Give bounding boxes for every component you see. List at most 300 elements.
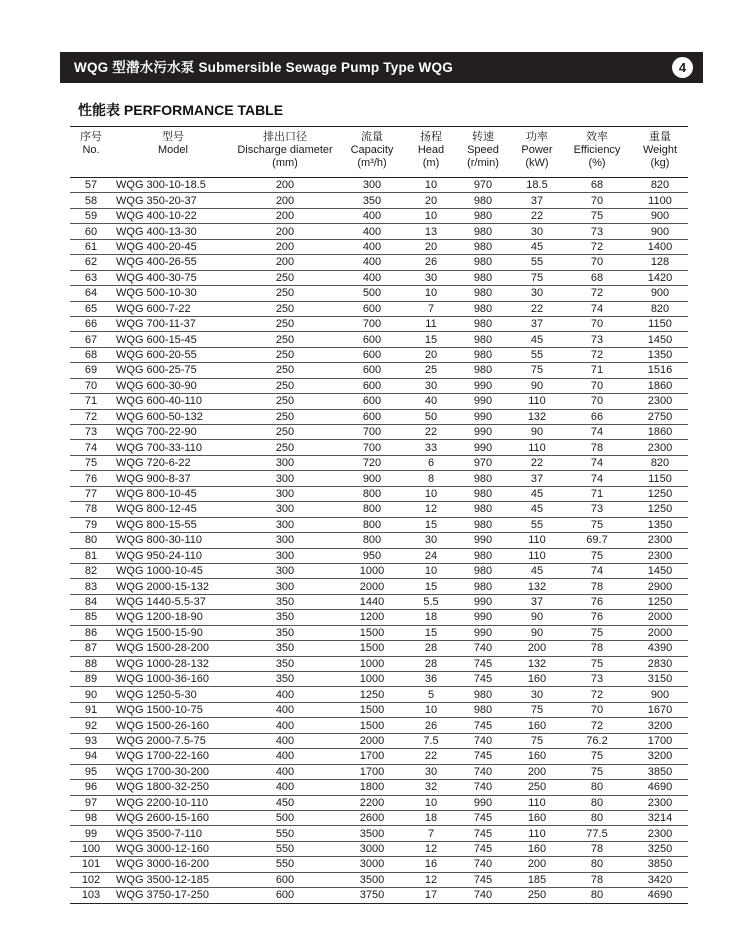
cell-capacity: 400 xyxy=(336,270,408,285)
cell-capacity: 950 xyxy=(336,548,408,563)
cell-power: 75 xyxy=(512,270,562,285)
cell-speed: 980 xyxy=(454,687,512,702)
cell-power: 75 xyxy=(512,733,562,748)
cell-capacity: 600 xyxy=(336,409,408,424)
cell-no: 85 xyxy=(70,610,112,625)
cell-discharge-diameter: 400 xyxy=(234,749,336,764)
cell-head: 10 xyxy=(408,795,454,810)
cell-model: WQG 400-10-22 xyxy=(112,208,234,223)
cell-power: 55 xyxy=(512,255,562,270)
cell-speed: 745 xyxy=(454,826,512,841)
cell-discharge-diameter: 350 xyxy=(234,641,336,656)
cell-model: WQG 1000-36-160 xyxy=(112,672,234,687)
cell-head: 13 xyxy=(408,224,454,239)
cell-discharge-diameter: 200 xyxy=(234,239,336,254)
cell-weight: 2000 xyxy=(632,610,688,625)
cell-efficiency: 70 xyxy=(562,378,632,393)
cell-no: 75 xyxy=(70,455,112,470)
table-row xyxy=(70,208,688,223)
cell-model: WQG 800-15-55 xyxy=(112,517,234,532)
cell-speed: 745 xyxy=(454,810,512,825)
cell-weight: 3850 xyxy=(632,764,688,779)
cell-capacity: 600 xyxy=(336,394,408,409)
cell-efficiency: 72 xyxy=(562,239,632,254)
cell-discharge-diameter: 400 xyxy=(234,718,336,733)
cell-no: 97 xyxy=(70,795,112,810)
table-row xyxy=(70,888,688,903)
cell-speed: 740 xyxy=(454,764,512,779)
cell-speed: 740 xyxy=(454,780,512,795)
cell-weight: 3150 xyxy=(632,672,688,687)
cell-no: 87 xyxy=(70,641,112,656)
cell-discharge-diameter: 300 xyxy=(234,471,336,486)
cell-efficiency: 72 xyxy=(562,286,632,301)
table-row xyxy=(70,872,688,887)
cell-discharge-diameter: 450 xyxy=(234,795,336,810)
cell-discharge-diameter: 250 xyxy=(234,286,336,301)
cell-head: 15 xyxy=(408,625,454,640)
cell-discharge-diameter: 350 xyxy=(234,672,336,687)
cell-power: 55 xyxy=(512,517,562,532)
cell-no: 82 xyxy=(70,563,112,578)
cell-efficiency: 72 xyxy=(562,347,632,362)
cell-speed: 980 xyxy=(454,224,512,239)
table-row xyxy=(70,270,688,285)
cell-head: 5 xyxy=(408,687,454,702)
table-row xyxy=(70,332,688,347)
cell-power: 160 xyxy=(512,810,562,825)
cell-discharge-diameter: 200 xyxy=(234,224,336,239)
cell-model: WQG 950-24-110 xyxy=(112,548,234,563)
cell-head: 15 xyxy=(408,517,454,532)
cell-speed: 980 xyxy=(454,579,512,594)
cell-power: 185 xyxy=(512,872,562,887)
cell-head: 22 xyxy=(408,425,454,440)
header-discharge-diameter xyxy=(234,127,336,178)
cell-speed: 980 xyxy=(454,332,512,347)
table-row xyxy=(70,795,688,810)
cell-capacity: 3500 xyxy=(336,872,408,887)
table-row xyxy=(70,363,688,378)
table-row xyxy=(70,579,688,594)
table-row xyxy=(70,733,688,748)
cell-speed: 740 xyxy=(454,888,512,903)
cell-capacity: 800 xyxy=(336,486,408,501)
cell-power: 18.5 xyxy=(512,178,562,193)
cell-discharge-diameter: 300 xyxy=(234,455,336,470)
cell-efficiency: 70 xyxy=(562,255,632,270)
table-row xyxy=(70,425,688,440)
cell-speed: 745 xyxy=(454,718,512,733)
cell-capacity: 3000 xyxy=(336,857,408,872)
table-row xyxy=(70,610,688,625)
cell-discharge-diameter: 600 xyxy=(234,872,336,887)
header-efficiency xyxy=(562,127,632,178)
header-en: Efficiency xyxy=(573,144,621,156)
cell-capacity: 1000 xyxy=(336,563,408,578)
cell-speed: 990 xyxy=(454,625,512,640)
table-row xyxy=(70,533,688,548)
table-row xyxy=(70,347,688,362)
cell-model: WQG 2000-15-132 xyxy=(112,579,234,594)
cell-discharge-diameter: 250 xyxy=(234,347,336,362)
cell-discharge-diameter: 350 xyxy=(234,656,336,671)
cell-power: 132 xyxy=(512,656,562,671)
cell-weight: 1150 xyxy=(632,471,688,486)
cell-capacity: 700 xyxy=(336,425,408,440)
cell-power: 30 xyxy=(512,286,562,301)
banner-title: WQG 型潜水污水泵 Submersible Sewage Pump Type WQG xyxy=(74,60,453,75)
cell-power: 132 xyxy=(512,579,562,594)
table-row xyxy=(70,178,688,193)
cell-capacity: 3500 xyxy=(336,826,408,841)
cell-power: 160 xyxy=(512,749,562,764)
cell-weight: 1700 xyxy=(632,733,688,748)
cell-power: 110 xyxy=(512,440,562,455)
cell-model: WQG 700-22-90 xyxy=(112,425,234,440)
cell-speed: 980 xyxy=(454,471,512,486)
cell-weight: 3214 xyxy=(632,810,688,825)
cell-power: 200 xyxy=(512,641,562,656)
cell-weight: 1516 xyxy=(632,363,688,378)
header-en: Capacity xyxy=(350,144,394,156)
cell-no: 84 xyxy=(70,594,112,609)
cell-no: 58 xyxy=(70,193,112,208)
cell-efficiency: 80 xyxy=(562,780,632,795)
cell-capacity: 600 xyxy=(336,332,408,347)
cell-head: 50 xyxy=(408,409,454,424)
cell-efficiency: 73 xyxy=(562,332,632,347)
cell-weight: 3200 xyxy=(632,749,688,764)
cell-weight: 2300 xyxy=(632,440,688,455)
cell-no: 71 xyxy=(70,394,112,409)
header-zh: 扬程 xyxy=(420,131,442,143)
cell-speed: 980 xyxy=(454,548,512,563)
cell-model: WQG 800-12-45 xyxy=(112,502,234,517)
cell-model: WQG 900-8-37 xyxy=(112,471,234,486)
cell-model: WQG 1500-10-75 xyxy=(112,702,234,717)
cell-power: 90 xyxy=(512,625,562,640)
cell-head: 40 xyxy=(408,394,454,409)
cell-speed: 745 xyxy=(454,872,512,887)
header-unit: (m) xyxy=(422,157,440,169)
cell-no: 62 xyxy=(70,255,112,270)
cell-speed: 990 xyxy=(454,594,512,609)
cell-capacity: 1440 xyxy=(336,594,408,609)
cell-weight: 900 xyxy=(632,224,688,239)
cell-no: 100 xyxy=(70,841,112,856)
table-row xyxy=(70,641,688,656)
cell-speed: 990 xyxy=(454,378,512,393)
cell-capacity: 700 xyxy=(336,440,408,455)
table-row xyxy=(70,394,688,409)
cell-power: 55 xyxy=(512,347,562,362)
cell-model: WQG 500-10-30 xyxy=(112,286,234,301)
cell-discharge-diameter: 300 xyxy=(234,517,336,532)
cell-power: 37 xyxy=(512,316,562,331)
table-row xyxy=(70,672,688,687)
cell-weight: 2900 xyxy=(632,579,688,594)
cell-model: WQG 600-15-45 xyxy=(112,332,234,347)
cell-discharge-diameter: 200 xyxy=(234,193,336,208)
header-en: Model xyxy=(158,144,188,156)
cell-power: 30 xyxy=(512,687,562,702)
cell-capacity: 1500 xyxy=(336,625,408,640)
cell-model: WQG 1440-5.5-37 xyxy=(112,594,234,609)
cell-speed: 980 xyxy=(454,270,512,285)
cell-speed: 990 xyxy=(454,425,512,440)
cell-model: WQG 1800-32-250 xyxy=(112,780,234,795)
cell-power: 110 xyxy=(512,533,562,548)
cell-model: WQG 800-10-45 xyxy=(112,486,234,501)
cell-no: 69 xyxy=(70,363,112,378)
cell-head: 6 xyxy=(408,455,454,470)
cell-capacity: 2600 xyxy=(336,810,408,825)
header-unit: (kW) xyxy=(525,157,549,169)
cell-no: 83 xyxy=(70,579,112,594)
cell-power: 22 xyxy=(512,208,562,223)
cell-no: 80 xyxy=(70,533,112,548)
cell-power: 90 xyxy=(512,378,562,393)
cell-power: 37 xyxy=(512,471,562,486)
cell-capacity: 1700 xyxy=(336,764,408,779)
cell-speed: 745 xyxy=(454,672,512,687)
cell-head: 22 xyxy=(408,749,454,764)
cell-model: WQG 3500-12-185 xyxy=(112,872,234,887)
cell-capacity: 1250 xyxy=(336,687,408,702)
cell-efficiency: 74 xyxy=(562,455,632,470)
cell-speed: 980 xyxy=(454,502,512,517)
cell-efficiency: 70 xyxy=(562,702,632,717)
cell-speed: 990 xyxy=(454,440,512,455)
header-zh: 重量 xyxy=(649,131,671,143)
cell-model: WQG 800-30-110 xyxy=(112,533,234,548)
cell-weight: 1250 xyxy=(632,594,688,609)
cell-capacity: 500 xyxy=(336,286,408,301)
cell-weight: 1400 xyxy=(632,239,688,254)
cell-weight: 4690 xyxy=(632,780,688,795)
cell-speed: 980 xyxy=(454,239,512,254)
cell-power: 30 xyxy=(512,224,562,239)
table-row xyxy=(70,857,688,872)
cell-weight: 4690 xyxy=(632,888,688,903)
cell-no: 94 xyxy=(70,749,112,764)
table-body xyxy=(70,178,688,904)
cell-head: 10 xyxy=(408,702,454,717)
cell-speed: 980 xyxy=(454,301,512,316)
cell-head: 10 xyxy=(408,208,454,223)
cell-speed: 990 xyxy=(454,394,512,409)
cell-weight: 1150 xyxy=(632,316,688,331)
cell-efficiency: 80 xyxy=(562,795,632,810)
cell-capacity: 700 xyxy=(336,316,408,331)
cell-power: 45 xyxy=(512,486,562,501)
cell-efficiency: 78 xyxy=(562,579,632,594)
cell-capacity: 1800 xyxy=(336,780,408,795)
cell-weight: 2300 xyxy=(632,795,688,810)
header-power xyxy=(512,127,562,178)
cell-no: 72 xyxy=(70,409,112,424)
cell-speed: 980 xyxy=(454,563,512,578)
cell-efficiency: 66 xyxy=(562,409,632,424)
cell-no: 88 xyxy=(70,656,112,671)
cell-head: 30 xyxy=(408,378,454,393)
cell-no: 70 xyxy=(70,378,112,393)
cell-discharge-diameter: 250 xyxy=(234,332,336,347)
cell-speed: 980 xyxy=(454,486,512,501)
cell-head: 12 xyxy=(408,502,454,517)
cell-discharge-diameter: 400 xyxy=(234,687,336,702)
cell-head: 30 xyxy=(408,533,454,548)
cell-speed: 970 xyxy=(454,178,512,193)
cell-head: 15 xyxy=(408,332,454,347)
cell-no: 96 xyxy=(70,780,112,795)
cell-capacity: 400 xyxy=(336,239,408,254)
table-row xyxy=(70,718,688,733)
cell-capacity: 2200 xyxy=(336,795,408,810)
cell-speed: 745 xyxy=(454,656,512,671)
cell-head: 25 xyxy=(408,363,454,378)
table-row xyxy=(70,409,688,424)
table-row xyxy=(70,810,688,825)
cell-head: 28 xyxy=(408,656,454,671)
cell-weight: 1250 xyxy=(632,486,688,501)
cell-model: WQG 1000-28-132 xyxy=(112,656,234,671)
cell-efficiency: 69.7 xyxy=(562,533,632,548)
cell-no: 102 xyxy=(70,872,112,887)
cell-head: 10 xyxy=(408,486,454,501)
header-zh: 流量 xyxy=(361,131,383,143)
cell-discharge-diameter: 200 xyxy=(234,178,336,193)
header-banner xyxy=(60,52,703,83)
cell-capacity: 2000 xyxy=(336,733,408,748)
cell-head: 5.5 xyxy=(408,594,454,609)
cell-efficiency: 74 xyxy=(562,425,632,440)
cell-speed: 980 xyxy=(454,363,512,378)
cell-power: 250 xyxy=(512,780,562,795)
cell-discharge-diameter: 300 xyxy=(234,486,336,501)
cell-capacity: 1700 xyxy=(336,749,408,764)
cell-capacity: 900 xyxy=(336,471,408,486)
cell-head: 26 xyxy=(408,255,454,270)
cell-speed: 980 xyxy=(454,255,512,270)
cell-power: 22 xyxy=(512,455,562,470)
cell-model: WQG 600-30-90 xyxy=(112,378,234,393)
cell-no: 93 xyxy=(70,733,112,748)
table-row xyxy=(70,687,688,702)
cell-capacity: 1500 xyxy=(336,702,408,717)
cell-efficiency: 68 xyxy=(562,270,632,285)
cell-power: 90 xyxy=(512,610,562,625)
cell-efficiency: 72 xyxy=(562,718,632,733)
cell-no: 101 xyxy=(70,857,112,872)
cell-speed: 980 xyxy=(454,702,512,717)
table-row xyxy=(70,486,688,501)
header-en: Head xyxy=(417,144,445,156)
cell-power: 45 xyxy=(512,239,562,254)
cell-power: 160 xyxy=(512,841,562,856)
table-row xyxy=(70,702,688,717)
cell-weight: 820 xyxy=(632,178,688,193)
cell-model: WQG 1700-30-200 xyxy=(112,764,234,779)
cell-head: 10 xyxy=(408,178,454,193)
cell-efficiency: 73 xyxy=(562,502,632,517)
cell-efficiency: 73 xyxy=(562,224,632,239)
cell-weight: 2830 xyxy=(632,656,688,671)
cell-head: 7 xyxy=(408,826,454,841)
cell-power: 200 xyxy=(512,764,562,779)
cell-efficiency: 75 xyxy=(562,656,632,671)
cell-model: WQG 3000-16-200 xyxy=(112,857,234,872)
cell-no: 67 xyxy=(70,332,112,347)
cell-weight: 1420 xyxy=(632,270,688,285)
table-header-row xyxy=(70,127,688,178)
cell-speed: 990 xyxy=(454,795,512,810)
cell-weight: 1670 xyxy=(632,702,688,717)
table-row xyxy=(70,224,688,239)
cell-power: 45 xyxy=(512,502,562,517)
cell-model: WQG 700-11-37 xyxy=(112,316,234,331)
table-row xyxy=(70,455,688,470)
cell-speed: 980 xyxy=(454,347,512,362)
table-row xyxy=(70,378,688,393)
cell-power: 37 xyxy=(512,193,562,208)
cell-speed: 990 xyxy=(454,610,512,625)
header-no xyxy=(70,127,112,178)
cell-discharge-diameter: 400 xyxy=(234,702,336,717)
cell-no: 95 xyxy=(70,764,112,779)
cell-model: WQG 3750-17-250 xyxy=(112,888,234,903)
cell-head: 36 xyxy=(408,672,454,687)
cell-weight: 2750 xyxy=(632,409,688,424)
cell-efficiency: 78 xyxy=(562,641,632,656)
cell-head: 7.5 xyxy=(408,733,454,748)
cell-speed: 990 xyxy=(454,409,512,424)
cell-model: WQG 1500-28-200 xyxy=(112,641,234,656)
cell-head: 32 xyxy=(408,780,454,795)
cell-no: 57 xyxy=(70,178,112,193)
cell-capacity: 350 xyxy=(336,193,408,208)
header-head xyxy=(408,127,454,178)
cell-no: 74 xyxy=(70,440,112,455)
cell-weight: 3850 xyxy=(632,857,688,872)
cell-no: 65 xyxy=(70,301,112,316)
cell-weight: 1450 xyxy=(632,563,688,578)
cell-discharge-diameter: 400 xyxy=(234,780,336,795)
cell-weight: 3250 xyxy=(632,841,688,856)
table-row xyxy=(70,316,688,331)
cell-no: 78 xyxy=(70,502,112,517)
table-row xyxy=(70,193,688,208)
cell-discharge-diameter: 300 xyxy=(234,563,336,578)
cell-capacity: 1000 xyxy=(336,672,408,687)
cell-discharge-diameter: 550 xyxy=(234,857,336,872)
cell-speed: 980 xyxy=(454,193,512,208)
header-unit: (kg) xyxy=(650,157,670,169)
cell-capacity: 800 xyxy=(336,533,408,548)
cell-efficiency: 75 xyxy=(562,764,632,779)
cell-discharge-diameter: 250 xyxy=(234,270,336,285)
cell-weight: 820 xyxy=(632,301,688,316)
cell-head: 30 xyxy=(408,764,454,779)
cell-model: WQG 600-50-132 xyxy=(112,409,234,424)
cell-speed: 745 xyxy=(454,841,512,856)
cell-model: WQG 400-13-30 xyxy=(112,224,234,239)
cell-capacity: 400 xyxy=(336,255,408,270)
cell-weight: 900 xyxy=(632,208,688,223)
cell-discharge-diameter: 200 xyxy=(234,255,336,270)
cell-discharge-diameter: 300 xyxy=(234,502,336,517)
